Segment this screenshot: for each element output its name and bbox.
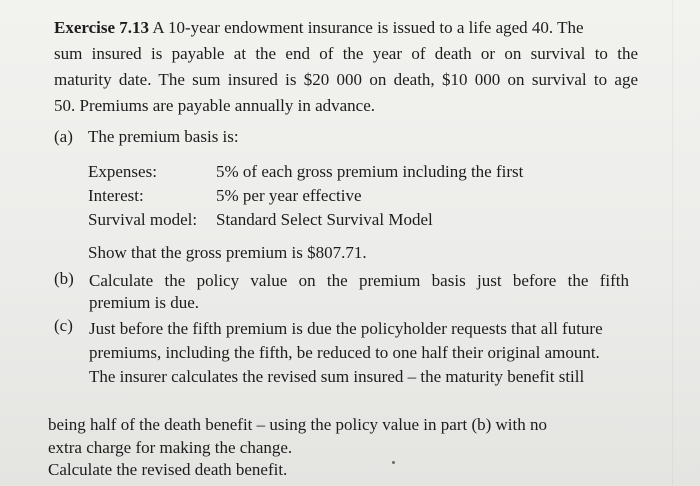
basis-key: Expenses:	[88, 162, 157, 181]
basis-value: 5% per year effective	[216, 186, 362, 205]
exercise-intro-line-4: 50. Premiums are payable annually in advance.	[54, 96, 375, 115]
stray-mark	[392, 461, 395, 464]
basis-row-expenses	[88, 161, 523, 183]
part-b-line-1: Calculate the policy value on the premium basis just before the fifth	[89, 271, 629, 290]
basis-value: Standard Select Survival Model	[216, 210, 433, 229]
exercise-intro-line-1: Exercise 7.13 A 10-year endowment insurance is issued to a life aged 40. The	[54, 18, 584, 37]
part-a-text: The premium basis is:	[88, 127, 239, 146]
part-b-label: (b)	[54, 269, 74, 288]
part-b-line-2: premium is due.	[89, 293, 200, 312]
part-a-show: Show that the gross premium is $807.71.	[88, 243, 367, 262]
basis-row-interest	[88, 185, 362, 207]
basis-key: Interest:	[88, 186, 144, 205]
basis-row-survival-model	[88, 209, 433, 231]
part-a-label: (a)	[54, 127, 73, 146]
part-c-line-2: premiums, including the fifth, be reduced to one half their original amount.	[89, 343, 600, 362]
exercise-intro-line-2: sum insured is payable at the end of the year of death or on survival to the	[54, 44, 638, 63]
part-c-line-1: Just before the fifth premium is due the policyholder requests that all future	[89, 319, 603, 338]
part-c-continued-line-2: extra charge for making the change.	[48, 438, 293, 457]
page-edge	[672, 0, 673, 486]
part-c-label: (c)	[54, 316, 73, 335]
basis-key: Survival model:	[88, 210, 198, 229]
part-c-continued-line-1: being half of the death benefit – using the policy value in part (b) with no	[48, 415, 548, 434]
exercise-intro-line-3: maturity date. The sum insured is $20 000 on death, $10 000 on survival to age	[54, 70, 638, 89]
part-c-continued-line-3: Calculate the revised death benefit.	[48, 460, 288, 479]
exercise-number: Exercise 7.13	[54, 18, 150, 37]
part-c-line-3: The insurer calculates the revised sum insured – the maturity benefit still	[89, 367, 585, 386]
basis-value: 5% of each gross premium including the first	[216, 162, 524, 181]
part-a-heading	[54, 126, 239, 148]
